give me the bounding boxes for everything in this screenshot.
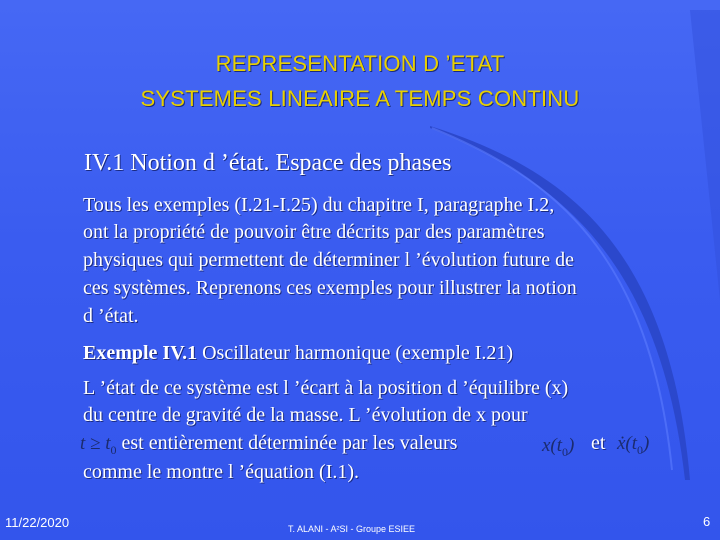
state-line-2: du centre de gravité de la masse. L ’évolution de x pour xyxy=(83,404,528,426)
state-line-3-text: est entièrement déterminée par les valeurs xyxy=(116,432,458,454)
title-line-1: REPRESENTATION D ’ETAT xyxy=(215,51,505,76)
section-heading: IV.1 Notion d ’état. Espace des phases xyxy=(84,150,452,176)
math-xdot-t0: $ẋ(t_0)$ xyxy=(617,433,650,457)
paragraph-line: ces systèmes. Reprenons ces exemples pour illustrer la notion xyxy=(83,277,577,299)
paragraph-line: ont la propriété de pouvoir être décrits par des paramètres xyxy=(83,221,545,243)
example-text: Oscillateur harmonique (exemple I.21) xyxy=(197,342,514,364)
paragraph-line: physiques qui permettent de déterminer l ’évolution future de xyxy=(83,249,574,271)
state-line-3-et: et xyxy=(591,432,606,454)
math-x-t0: $x(t_0)$ xyxy=(542,435,575,459)
page-number: 6 xyxy=(703,514,711,529)
footer-date: 11/22/2020 xyxy=(5,515,70,530)
paragraph-line: d ’état. xyxy=(83,305,139,327)
math-t-ge-t0: $t \ge t_0$ xyxy=(80,433,117,457)
state-line-4: comme le montre l ’équation (I.1). xyxy=(83,461,360,483)
paragraph-line: Tous les exemples (I.21-I.25) du chapitre I, paragraphe I.2, xyxy=(83,194,555,216)
footer-credit: T. ALANI - A²SI - Groupe ESIEE xyxy=(288,524,416,534)
example-line xyxy=(83,341,513,365)
example-label: Exemple IV.1 xyxy=(83,342,198,364)
state-line-1: L ’état de ce système est l ’écart à la position d ’équilibre (x) xyxy=(83,377,569,399)
state-line-3 xyxy=(80,431,457,462)
title-line-2: SYSTEMES LINEAIRE A TEMPS CONTINU xyxy=(140,86,580,111)
